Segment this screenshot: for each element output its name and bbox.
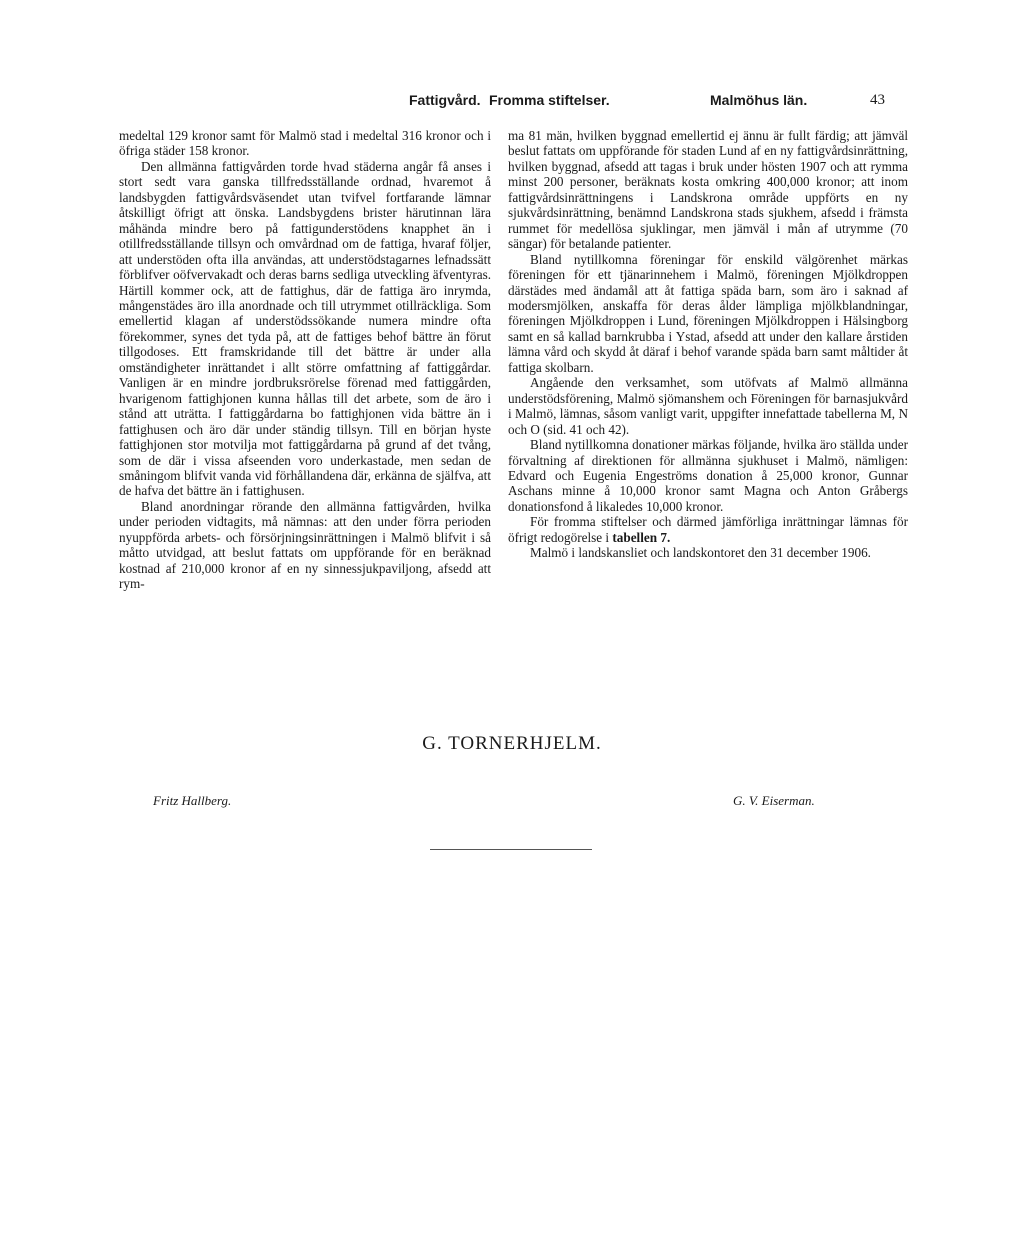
paragraph: Bland anordningar rörande den allmänna fattigvården, hvilka under perioden vidtagits, må nämnas: att den under förra perioden nyuppförda arbets- och försörjningsinrättningen i Malmö blifvit i så måtto utvidgad, att beslut fattats om uppförande för en beräknad kostnad af 210,000 kronor af en ny sinnessjukpaviljong, afsedd att rym-	[119, 498, 491, 592]
paragraph: Den allmänna fattigvården torde hvad städerna angår få anses i stort sedt vara ganska tillfredsställande ordnad, hvaremot å landsbygden fattigvårdsväsendet utan tvifvel fortfarande lämnar åtskilligt öfrigt att önska. Landsbygdens brister härutinnan lära måhända mindre bero på fattigunderstödens knapphet än i otillfredsställande tillsyn och omvårdnad om de fattiga, hvaraf följer, att understöden ofta illa användas, att understödstagarnes lefnadssätt förblifver oöfvervakadt och deras barns sedliga utveckling äfventyras. Härtill kommer ock, att de fattighus, där de fattiga äro inrymda, mångenstädes äro illa anordnade och till utrymmet otillräckliga. Som emellertid klagan af understödssökande numera mindre ofta förekommer, synes det tyda på, att de fattiges behof bättre än förut tillgodoses. Ett framskridande till det bättre är under alla omständigheter inrättandet i allt större omfattning af fattiggårdar. Vanligen är en mindre jordbruksrörelse förenad med fattiggården, hvarigenom fattighjonen kunna hållas till det arbete, som de äro i stånd att uträtta. I fattiggårdarna bo fattighjonen vida bättre än i fattighusen och äro där under ständig tillsyn. Till en början hyste fattighjonen stor motvilja mot fattiggårdarna på grund af det tvång, som de där i vissa afseenden voro underkastade, men sedan de småningom blifvit vanda vid förhållandena där, erkänna de själfva, att de hafva det bättre än i fattighusen.	[119, 158, 491, 499]
paragraph: Bland nytillkomna föreningar för enskild välgörenhet märkas föreningen för ett tjänarinnehem i Malmö, föreningen Mjölkdroppen därstädes med ändamål att åt fattiga späda barn, som äro i saknad af modersmjölken, anskaffa för deras ålder lämpliga mjölkblandningar, föreningen Mjölkdroppen i Lund, föreningen Mjölkdroppen i Hälsingborg samt en så kallad barnkrubba i Ystad, afsedd att under den kallare årstiden lämna vård och skydd åt däraf i behof varande späda barn samt måltider åt fattiga skolbarn.	[508, 251, 908, 375]
right-column	[508, 128, 908, 561]
running-header	[0, 92, 1024, 112]
header-section-left: Fattigvård.	[409, 92, 481, 108]
left-column	[119, 128, 491, 592]
closing-rule	[430, 849, 592, 850]
header-section-right: Malmöhus län.	[710, 92, 808, 108]
paragraph-text: För fromma stiftelser och därmed jämförliga inrättningar lämnas för öfrigt redogörelse i	[508, 514, 908, 545]
paragraph: ma 81 män, hvilken byggnad emellertid ej ännu är fullt färdig; att jämväl beslut fattats om uppförande för staden Lund af en ny fattigvårdsinrättning, hvilken byggnad, afsedd att tagas i bruk under hösten 1907 och att rymma minst 200 personer, beräknats kosta omkring 400,000 kronor; att inom fattigvårdsinrättningens i Landskrona område uppförts en ny sjukvårdsinrättning, benämnd Landskrona stads sjukhem, afsedd i främsta rummet för medellösa sjuklingar, men jämväl i mån af utrymme (70 sängar) för betalande patienter.	[508, 128, 908, 252]
paragraph: Angående den verksamhet, som utöfvats af Malmö allmänna understödsförening, Malmö sjömanshem och Föreningen för barnasjukvård i Malmö, lämnas, såsom vanligt varit, uppgifter innefattade tabellerna M, N och O (sid. 41 och 42).	[508, 375, 908, 437]
cosigner-left: Fritz Hallberg.	[153, 793, 232, 808]
table-reference: tabellen 7.	[612, 529, 671, 545]
header-section-center: Fromma stiftelser.	[489, 92, 610, 108]
cosigner-right: G. V. Eiserman.	[733, 793, 815, 808]
page-number: 43	[870, 92, 885, 108]
paragraph: Malmö i landskansliet och landskontoret den 31 december 1906.	[530, 545, 871, 561]
paragraph: Bland nytillkomna donationer märkas följande, hvilka äro ställda under förvaltning af direktionen för allmänna sjukhuset i Malmö, nämligen: Edvard och Eugenia Engeströms donation å 25,000 kronor, Gunnar Aschans minne å 10,000 kronor samt Magna och Anton Gråbergs donationsfond å likaledes 10,000 kronor.	[508, 437, 908, 514]
paragraph: medeltal 129 kronor samt för Malmö stad i medeltal 316 kronor och i öfriga städer 158 kronor.	[119, 128, 491, 159]
paragraph	[508, 514, 908, 545]
main-signature: G. TORNERHJELM.	[422, 733, 602, 754]
